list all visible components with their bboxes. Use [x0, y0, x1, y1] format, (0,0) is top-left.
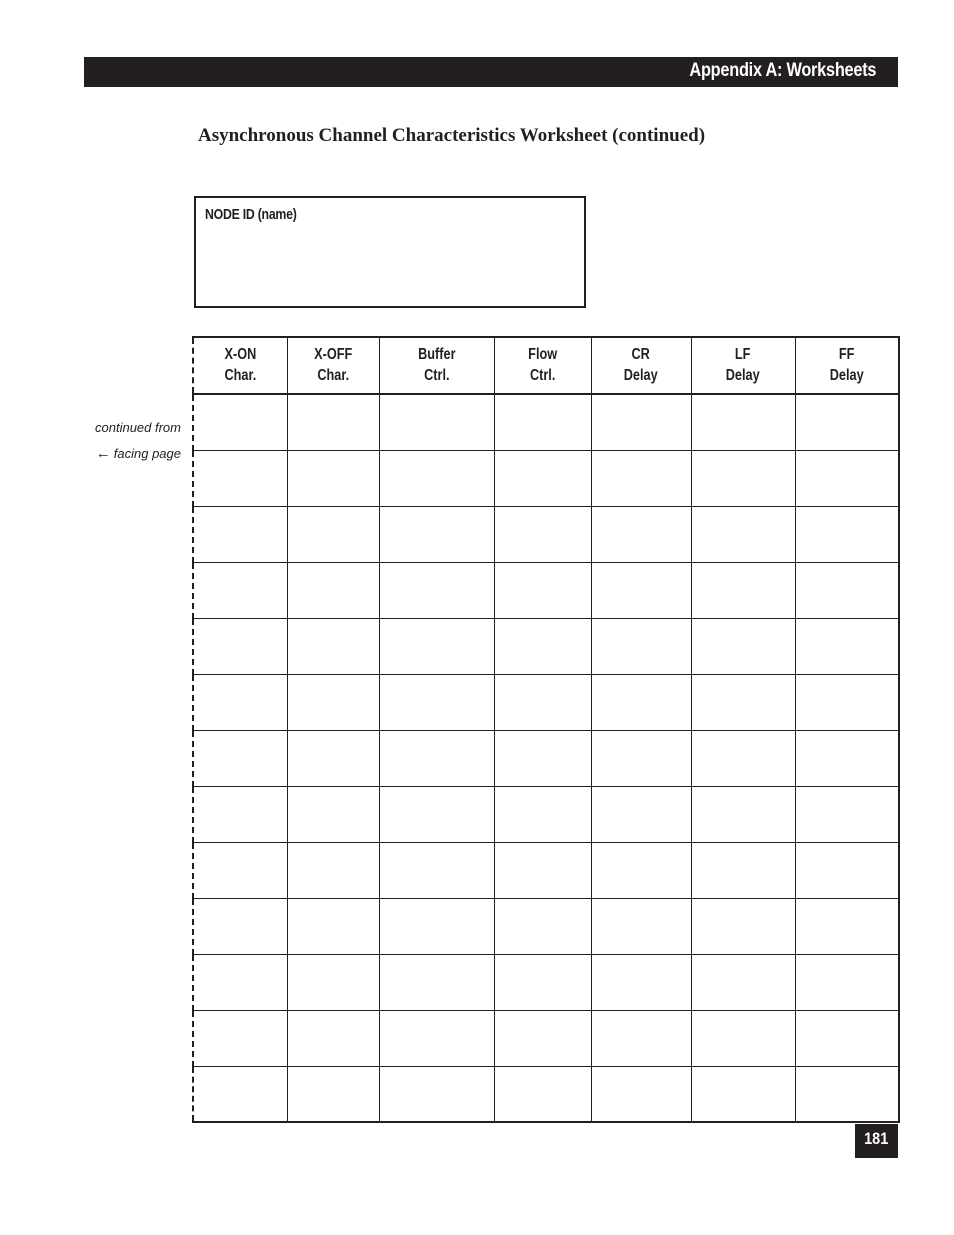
table-cell[interactable]	[287, 1066, 379, 1122]
column-header-buffer-ctrl: Buffer Ctrl.	[379, 337, 494, 394]
table-cell[interactable]	[193, 730, 287, 786]
table-cell[interactable]	[494, 450, 591, 506]
table-cell[interactable]	[795, 618, 899, 674]
table-body	[193, 394, 899, 1122]
header-title: Appendix A: Worksheets	[689, 60, 876, 81]
table-cell[interactable]	[193, 450, 287, 506]
table-row	[193, 562, 899, 618]
table-cell[interactable]	[379, 450, 494, 506]
worksheet-table	[192, 336, 900, 1123]
table-cell[interactable]	[494, 506, 591, 562]
table-cell[interactable]	[379, 562, 494, 618]
table-cell[interactable]	[193, 898, 287, 954]
table-cell[interactable]	[795, 1066, 899, 1122]
column-header-lf-delay: LF Delay	[691, 337, 795, 394]
node-id-label: NODE ID (name)	[205, 206, 297, 223]
table-cell[interactable]	[379, 730, 494, 786]
table-cell[interactable]	[379, 394, 494, 450]
table-row	[193, 1010, 899, 1066]
table-row	[193, 506, 899, 562]
page-number: 181	[855, 1124, 898, 1158]
side-note-continued-from: continued from	[95, 420, 181, 435]
table-cell[interactable]	[591, 786, 691, 842]
table-cell[interactable]	[795, 1010, 899, 1066]
table-cell[interactable]	[193, 618, 287, 674]
table-cell[interactable]	[193, 954, 287, 1010]
table-cell[interactable]	[287, 394, 379, 450]
table-cell[interactable]	[494, 786, 591, 842]
table-cell[interactable]	[193, 786, 287, 842]
table-cell[interactable]	[795, 954, 899, 1010]
table-cell[interactable]	[193, 394, 287, 450]
table-cell[interactable]	[287, 898, 379, 954]
table-cell[interactable]	[193, 562, 287, 618]
table-cell[interactable]	[691, 506, 795, 562]
column-header-flow-ctrl: Flow Ctrl.	[494, 337, 591, 394]
table-cell[interactable]	[691, 898, 795, 954]
table-cell[interactable]	[591, 954, 691, 1010]
table-cell[interactable]	[379, 1066, 494, 1122]
table-row	[193, 450, 899, 506]
table-cell[interactable]	[691, 450, 795, 506]
table-cell[interactable]	[591, 674, 691, 730]
table-cell[interactable]	[287, 1010, 379, 1066]
table-cell[interactable]	[795, 898, 899, 954]
table-cell[interactable]	[591, 898, 691, 954]
table-cell[interactable]	[795, 450, 899, 506]
table-cell[interactable]	[379, 786, 494, 842]
table-cell[interactable]	[795, 506, 899, 562]
table-cell[interactable]	[287, 674, 379, 730]
table-cell[interactable]	[287, 954, 379, 1010]
table-cell[interactable]	[691, 842, 795, 898]
table-cell[interactable]	[379, 842, 494, 898]
node-id-box[interactable]	[194, 196, 586, 308]
table-cell[interactable]	[691, 954, 795, 1010]
table-cell[interactable]	[591, 1010, 691, 1066]
table-cell[interactable]	[494, 394, 591, 450]
table-cell[interactable]	[591, 394, 691, 450]
table-cell[interactable]	[691, 730, 795, 786]
table-cell[interactable]	[494, 842, 591, 898]
table-cell[interactable]	[591, 618, 691, 674]
table-cell[interactable]	[795, 674, 899, 730]
table-cell[interactable]	[591, 842, 691, 898]
column-header-xoff-char: X-OFF Char.	[287, 337, 379, 394]
table-cell[interactable]	[795, 786, 899, 842]
column-header-cr-delay: CR Delay	[591, 337, 691, 394]
table-row	[193, 618, 899, 674]
table-cell[interactable]	[691, 562, 795, 618]
table-cell[interactable]	[494, 1066, 591, 1122]
table-cell[interactable]	[494, 562, 591, 618]
table-cell[interactable]	[795, 562, 899, 618]
table-cell[interactable]	[494, 954, 591, 1010]
table-row	[193, 1066, 899, 1122]
header-bar	[84, 57, 898, 87]
table-cell[interactable]	[193, 1066, 287, 1122]
table-cell[interactable]	[494, 1010, 591, 1066]
table-cell[interactable]	[379, 618, 494, 674]
table-cell[interactable]	[795, 730, 899, 786]
table-cell[interactable]	[379, 674, 494, 730]
table-row	[193, 674, 899, 730]
table-cell[interactable]	[494, 730, 591, 786]
table-cell[interactable]	[193, 842, 287, 898]
table-cell[interactable]	[591, 562, 691, 618]
table-cell[interactable]	[287, 786, 379, 842]
side-note-facing-page	[96, 445, 181, 462]
table-cell[interactable]	[591, 730, 691, 786]
table-cell[interactable]	[795, 842, 899, 898]
table-cell[interactable]	[193, 1010, 287, 1066]
table-cell[interactable]	[795, 394, 899, 450]
table-cell[interactable]	[287, 506, 379, 562]
table-cell[interactable]	[691, 1010, 795, 1066]
table-cell[interactable]	[591, 450, 691, 506]
table-cell[interactable]	[591, 506, 691, 562]
table-cell[interactable]	[691, 394, 795, 450]
table-cell[interactable]	[691, 786, 795, 842]
table-cell[interactable]	[379, 954, 494, 1010]
table-row	[193, 394, 899, 450]
column-header-ff-delay: FF Delay	[795, 337, 899, 394]
table-header-row	[193, 337, 899, 394]
table-cell[interactable]	[379, 1010, 494, 1066]
table-row	[193, 954, 899, 1010]
table-cell[interactable]	[691, 1066, 795, 1122]
table-cell[interactable]	[494, 898, 591, 954]
column-header-xon-char: X-ON Char.	[193, 337, 287, 394]
table-cell[interactable]	[287, 618, 379, 674]
page-title: Asynchronous Channel Characteristics Worksheet (continued)	[198, 125, 706, 146]
table-cell[interactable]	[379, 898, 494, 954]
table-cell[interactable]	[691, 674, 795, 730]
table-cell[interactable]	[691, 618, 795, 674]
table-cell[interactable]	[287, 730, 379, 786]
table-cell[interactable]	[379, 506, 494, 562]
table-row	[193, 730, 899, 786]
left-arrow-icon: ←	[95, 445, 111, 462]
table-cell[interactable]	[193, 506, 287, 562]
table-cell[interactable]	[287, 842, 379, 898]
table-cell[interactable]	[287, 562, 379, 618]
side-note-facing-page-text: facing page	[113, 446, 181, 461]
table-row	[193, 898, 899, 954]
table-cell[interactable]	[494, 674, 591, 730]
table-cell[interactable]	[287, 450, 379, 506]
table-row	[193, 786, 899, 842]
table-cell[interactable]	[193, 674, 287, 730]
table-cell[interactable]	[494, 618, 591, 674]
table-cell[interactable]	[591, 1066, 691, 1122]
table-row	[193, 842, 899, 898]
